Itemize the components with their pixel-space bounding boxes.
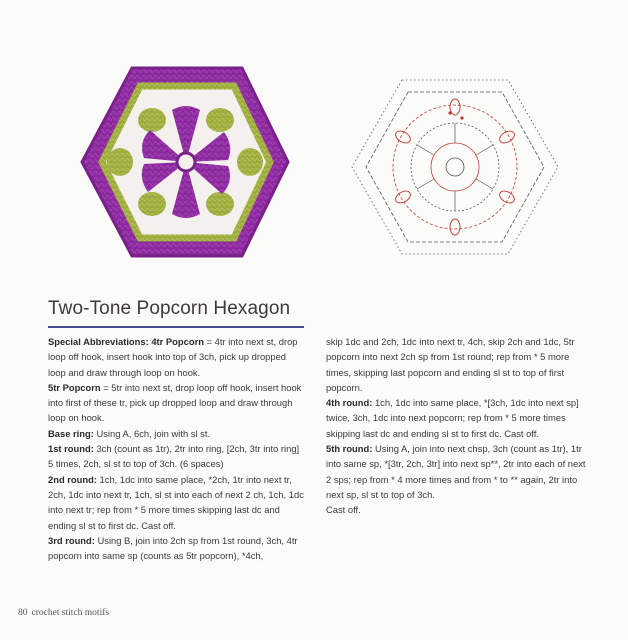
- base-ring: Base ring: Using A, 6ch, join with sl st.: [48, 427, 211, 439]
- title-underline: [48, 326, 304, 328]
- abbreviation-5tr: 5tr Popcorn = 5tr into next st, drop loop off hook, insert hook into first of these tr, pick up dropped loop and draw through loop on hook.: [48, 381, 302, 424]
- book-title: crochet stitch motifs: [31, 608, 110, 618]
- round-1: 1st round: 3ch (count as 1tr), 2tr into ring, [2ch, 3tr into ring] 5 times, 2ch, sl st to top of 3ch. (6 spaces): [48, 443, 300, 470]
- crochet-chart-diagram: [350, 76, 560, 258]
- popcorn-symbols: [394, 99, 517, 235]
- round-4: 4th round: 1ch, 1dc into same place, *[3ch, 1dc into next sp] twice, 3ch, 1dc into next popcorn; rep from * 5 more times skipping last dc and ending sl st to first dc. Cast off.: [326, 397, 579, 439]
- round-3: 3rd round: Using B, join into 2ch sp from 1st round, 3ch, 4tr popcorn into same sp (counts as 5tr popcorn), *4ch,: [48, 534, 298, 562]
- round-2: 2nd round: 1ch, 1dc into same place, *2ch, 1tr into next tr, 2ch, 1dc into next tr, 1ch, sl st into each of next 2 ch, 1ch, 1dc into next tr; rep from * 5 more times skipping last dc and ending sl st to first dc. Cast off.: [48, 473, 304, 531]
- cast-off: Cast off.: [326, 504, 361, 516]
- page-footer: [18, 608, 109, 618]
- instructions-column-left: [48, 334, 306, 563]
- instructions-column-right: [326, 334, 588, 518]
- abbreviation-4tr: Special Abbreviations: 4tr Popcorn = 4tr into next st, drop loop off hook, insert hook into top of 3ch, pick up dropped loop and draw through loop on hook.: [48, 336, 298, 378]
- round-3-continued: skip 1dc and 2ch, 1dc into next tr, 4ch, skip 2ch and 1dc, 5tr popcorn into next 2ch sp from 1st round; rep from * 5 more times, skipping last popcorn and ending sl st to top of first popcorn.: [326, 336, 575, 393]
- crochet-hexagon-photo: [76, 62, 292, 262]
- pattern-title: Two-Tone Popcorn Hexagon: [48, 298, 291, 319]
- page-number: 80: [18, 608, 28, 618]
- round-5: 5th round: Using A, join into next chsp, 3ch (count as 1tr), 1tr into same sp, *[3tr, 2ch, 3tr] into next sp**, 2tr into each of next 2 sps; rep from * 4 more times and from * to ** again, 2tr into next sp, sl st to top of 3ch.: [326, 443, 586, 500]
